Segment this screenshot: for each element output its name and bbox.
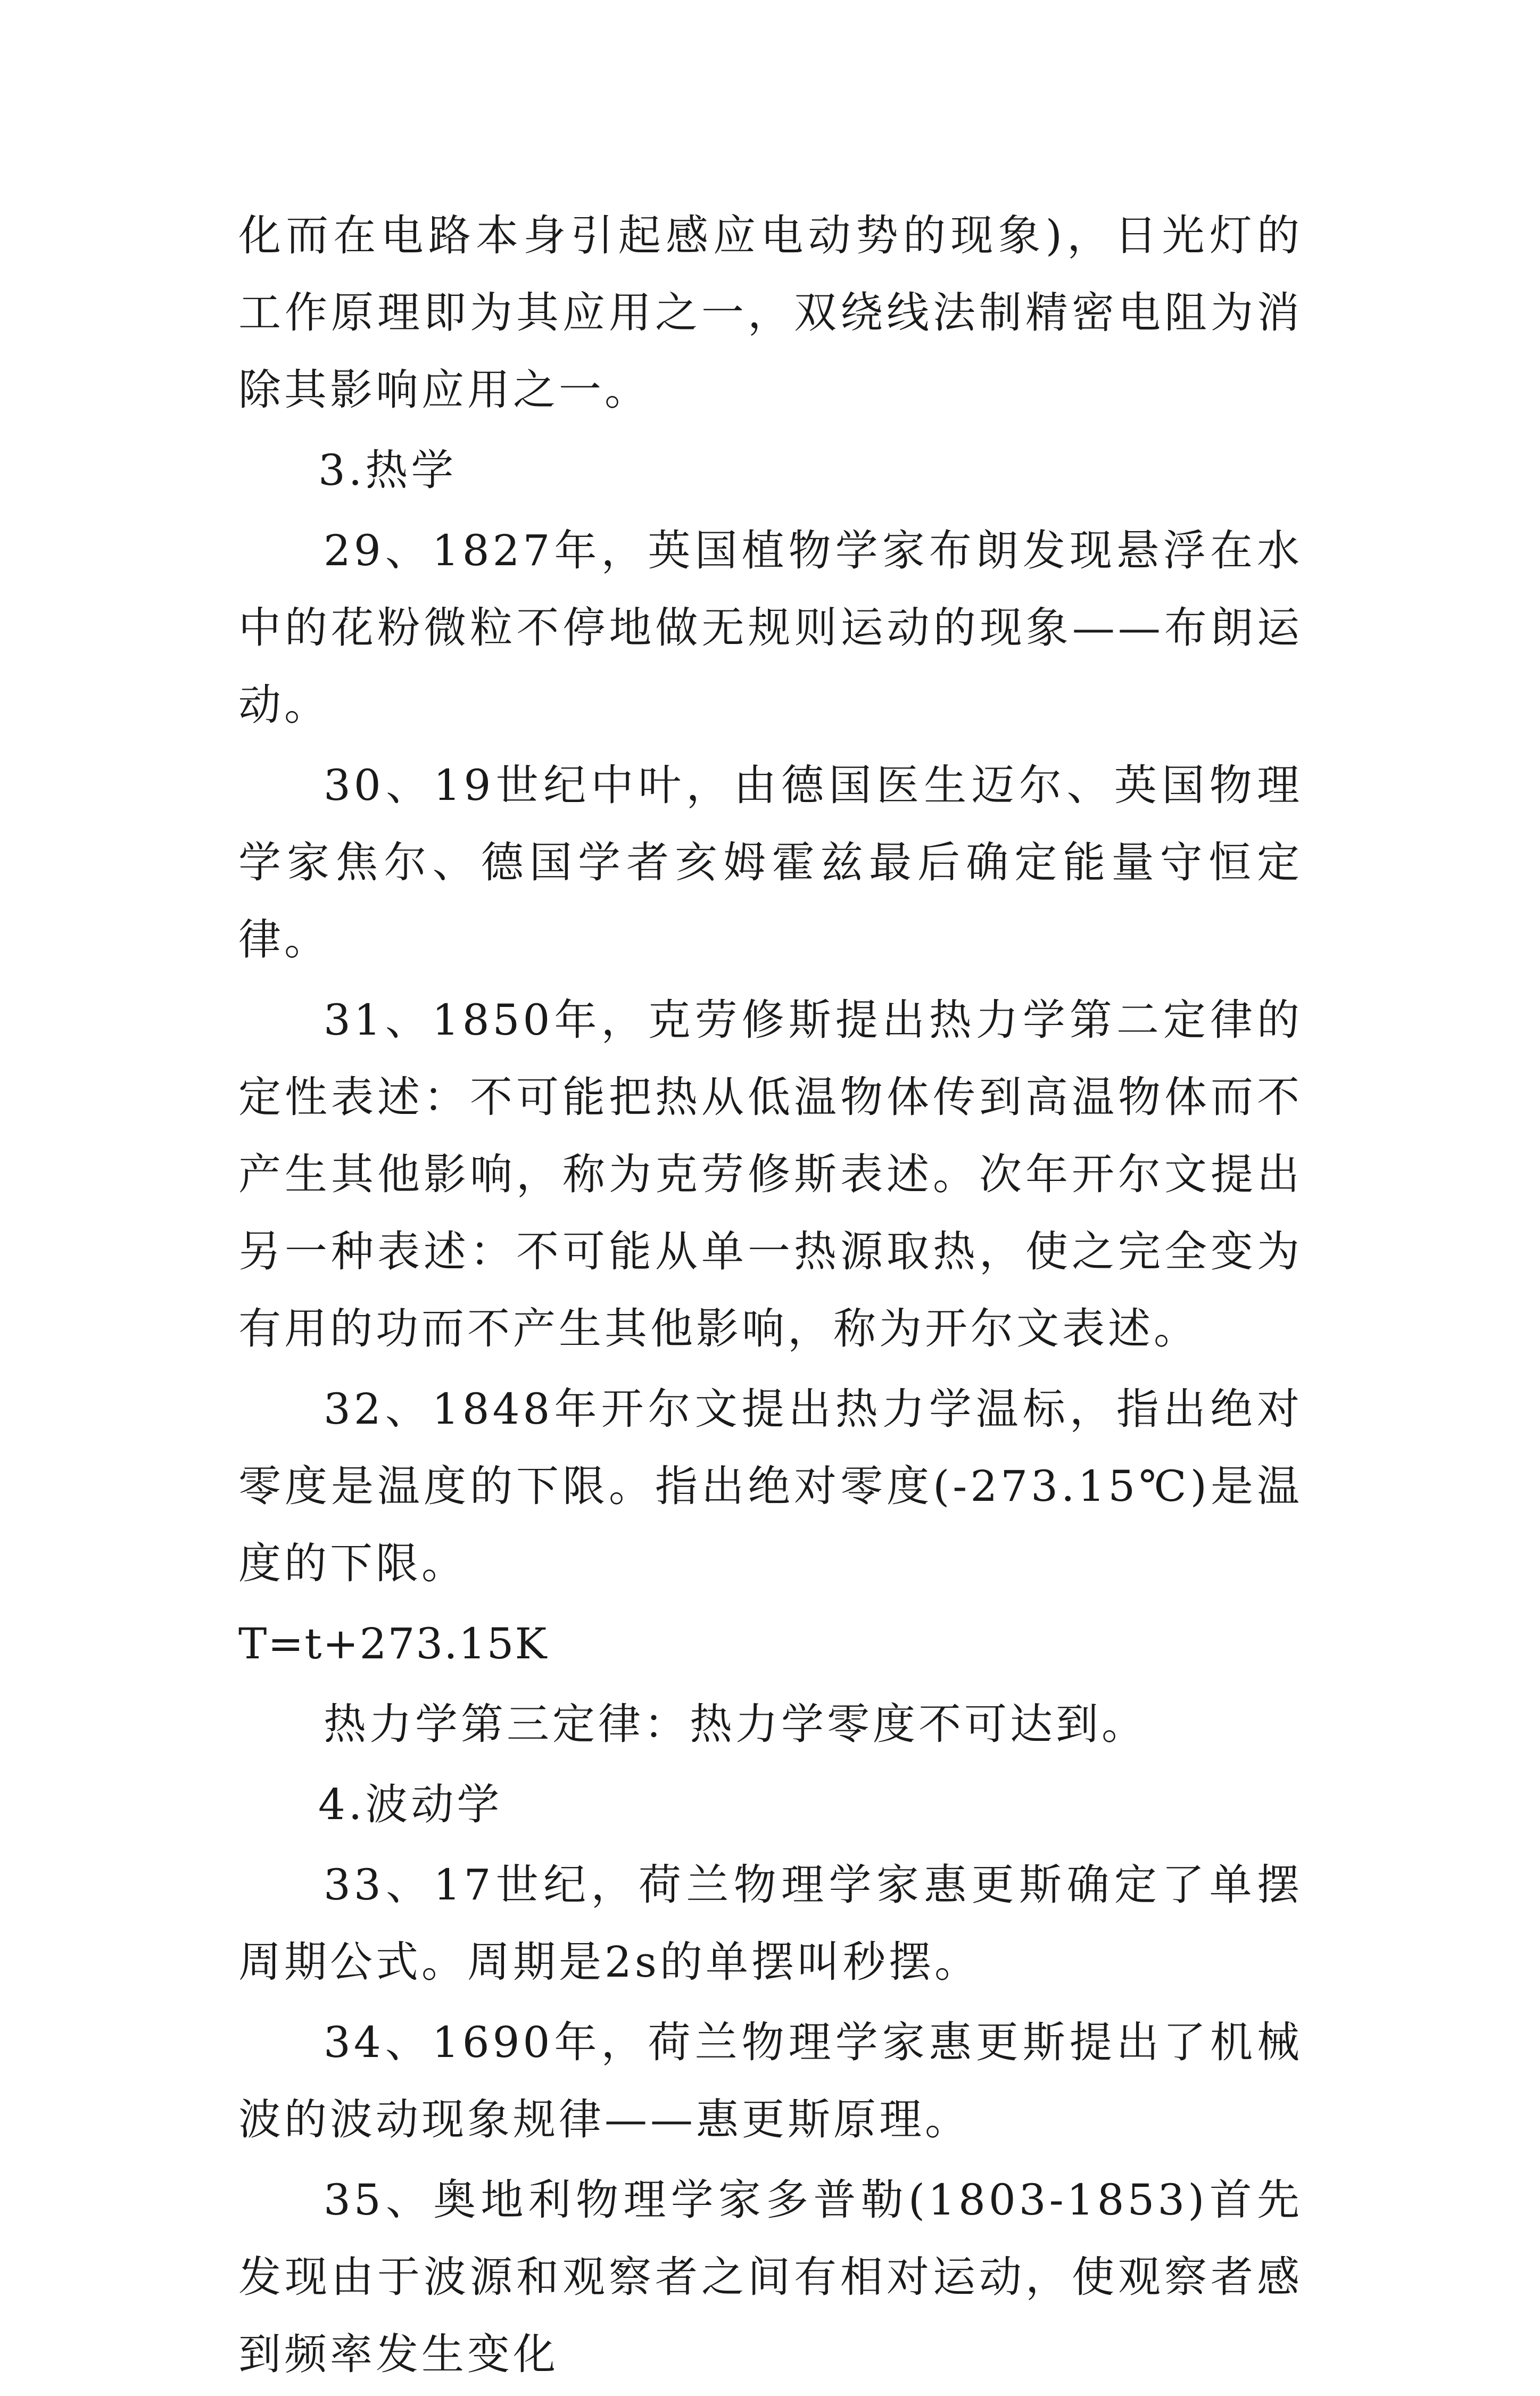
formula-kelvin: T=t+273.15K	[238, 1619, 548, 1668]
list-item-29: 29、1827年，英国植物学家布朗发现悬浮在水中的花粉微粒不停地做无规则运动的现象——布朗运动。	[238, 526, 1303, 730]
third-law-statement: 热力学第三定律：热力学零度不可达到。	[324, 1699, 1147, 1749]
list-item-35: 35、奥地利物理学家多普勒(1803-1853)首先发现由于波源和观察者之间有相对运动，使观察者感到频率发生变化	[238, 2175, 1303, 2379]
list-item-31: 31、1850年，克劳修斯提出热力学第二定律的定性表述：不可能把热从低温物体传到高温物体而不产生其他影响，称为克劳修斯表述。次年开尔文提出另一种表述：不可能从单一热源取热，使之完全变为有用的功而不产生其他影响，称为开尔文表述。	[238, 995, 1303, 1353]
section-heading-waves: 4.波动学	[318, 1780, 503, 1829]
list-item-30: 30、19世纪中叶，由德国医生迈尔、英国物理学家焦尔、德国学者亥姆霍兹最后确定能量守恒定律。	[238, 761, 1303, 964]
page-body	[238, 197, 1303, 2396]
list-item-33: 33、17世纪，荷兰物理学家惠更斯确定了单摆周期公式。周期是2s的单摆叫秒摆。	[238, 1860, 1303, 1987]
list-item-32: 32、1848年开尔文提出热力学温标，指出绝对零度是温度的下限。指出绝对零度(-273.15℃)是温度的下限。	[238, 1384, 1303, 1588]
paragraph-continued: 化而在电路本身引起感应电动势的现象)，日光灯的工作原理即为其应用之一，双绕线法制精密电阻为消除其影响应用之一。	[238, 211, 1303, 415]
section-heading-thermodynamics: 3.热学	[318, 445, 457, 495]
list-item-34: 34、1690年，荷兰物理学家惠更斯提出了机械波的波动现象规律——惠更斯原理。	[238, 2018, 1303, 2144]
